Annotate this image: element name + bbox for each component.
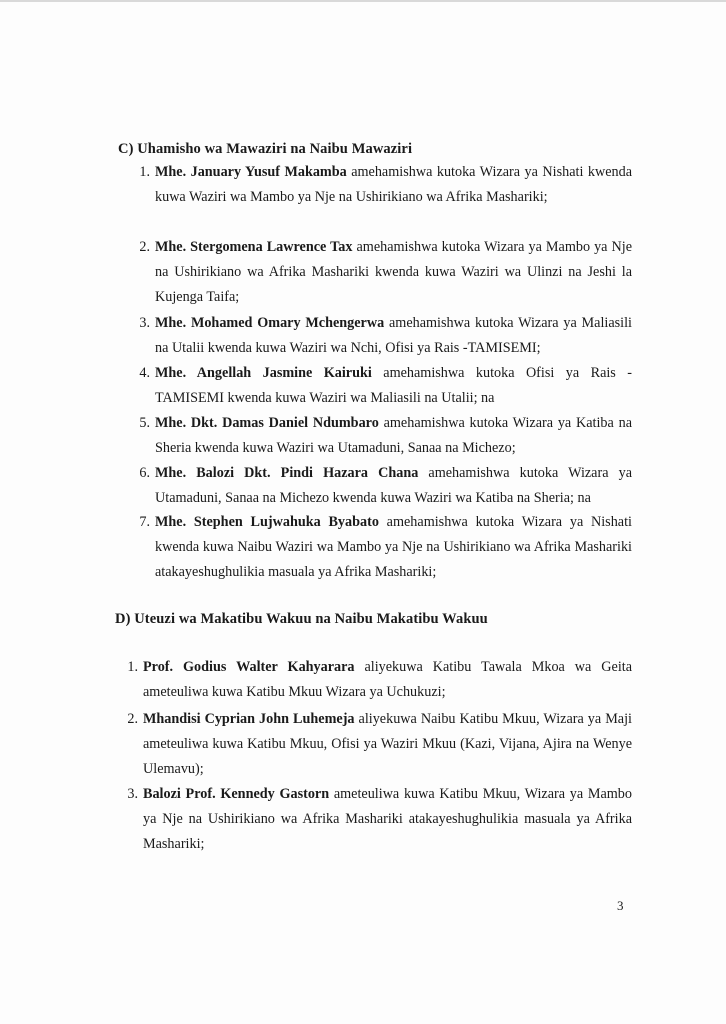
item-description: amehamishwa kutoka Wizara ya Maliasili na Utalii kwenda kuwa Waziri wa Nchi, Ofisi ya Rais -TAMISEMI; xyxy=(155,315,632,356)
item-description: amehamishwa kutoka Wizara ya Nishati kwenda kuwa Naibu Waziri wa Mambo ya Nje na Ushirikiano wa Afrika Mashariki atakayeshughulikia masuala ya Afrika Mashariki; xyxy=(155,514,632,580)
item-description: amehamishwa kutoka Wizara ya Utamaduni, Sanaa na Michezo kwenda kuwa Waziri wa Katiba na Sheria; na xyxy=(155,465,632,506)
person-name: Mhe. Stephen Lujwahuka Byabato xyxy=(155,514,379,530)
item-number: 1. xyxy=(139,164,150,180)
item-description: amehamishwa kutoka Wizara ya Nishati kwenda kuwa Waziri wa Mambo ya Nje na Ushirikiano wa Afrika Mashariki; xyxy=(155,164,632,205)
item-description: aliyekuwa Naibu Katibu Mkuu, Wizara ya Maji ameteuliwa kuwa Katibu Mkuu, Ofisi ya Waziri Mkuu (Kazi, Vijana, Ajira na Wenye Ulemavu); xyxy=(143,711,632,777)
item-number: 2. xyxy=(127,711,138,727)
item-text xyxy=(155,510,632,585)
person-name: Mhe. Mohamed Omary Mchengerwa xyxy=(155,315,385,331)
section-c-heading: C) Uhamisho wa Mawaziri na Naibu Mawaziri xyxy=(118,141,413,157)
person-name: Mhe. Stergomena Lawrence Tax xyxy=(155,239,353,255)
person-name: Mhe. Balozi Dkt. Pindi Hazara Chana xyxy=(155,465,419,481)
page-number: 3 xyxy=(617,898,624,913)
item-number: 3. xyxy=(127,786,138,802)
item-number: 5. xyxy=(139,415,150,431)
item-text xyxy=(143,655,632,705)
item-description: amehamishwa kutoka Wizara ya Katiba na Sheria kwenda kuwa Waziri wa Utamaduni, Sanaa na Michezo; xyxy=(155,415,632,456)
item-text xyxy=(155,461,632,511)
item-text xyxy=(155,160,632,210)
person-name: Mhe. Dkt. Damas Daniel Ndumbaro xyxy=(155,415,379,431)
item-number: 7. xyxy=(139,514,150,530)
item-number: 3. xyxy=(139,315,150,331)
person-name: Mhandisi Cyprian John Luhemeja xyxy=(143,711,355,727)
item-text xyxy=(143,707,632,782)
item-number: 1. xyxy=(127,659,138,675)
item-description: amehamishwa kutoka Ofisi ya Rais - TAMISEMI kwenda kuwa Waziri wa Maliasili na Utalii; na xyxy=(155,365,632,406)
item-text xyxy=(155,411,632,461)
person-name: Prof. Godius Walter Kahyarara xyxy=(143,659,355,675)
person-name: Mhe. January Yusuf Makamba xyxy=(155,164,347,180)
item-number: 4. xyxy=(139,365,150,381)
page-edge xyxy=(0,0,726,2)
item-description: ameteuliwa kuwa Katibu Mkuu, Wizara ya Mambo ya Nje na Ushirikiano wa Afrika Mashariki atakayeshughulikia masuala ya Afrika Mashariki; xyxy=(143,786,632,852)
item-description: amehamishwa kutoka Wizara ya Mambo ya Nje na Ushirikiano wa Afrika Mashariki kwenda kuwa Waziri wa Ulinzi na Jeshi la Kujenga Taifa; xyxy=(155,239,632,305)
item-number: 2. xyxy=(139,239,150,255)
item-number: 6. xyxy=(139,465,150,481)
item-text xyxy=(143,782,632,857)
person-name: Mhe. Angellah Jasmine Kairuki xyxy=(155,365,372,381)
section-d-heading: D) Uteuzi wa Makatibu Wakuu na Naibu Makatibu Wakuu xyxy=(115,611,488,627)
item-description: aliyekuwa Katibu Tawala Mkoa wa Geita ameteuliwa kuwa Katibu Mkuu Wizara ya Uchukuzi; xyxy=(143,659,632,700)
item-text xyxy=(155,311,632,361)
person-name: Balozi Prof. Kennedy Gastorn xyxy=(143,786,330,802)
item-text xyxy=(155,235,632,310)
item-text xyxy=(155,361,632,411)
